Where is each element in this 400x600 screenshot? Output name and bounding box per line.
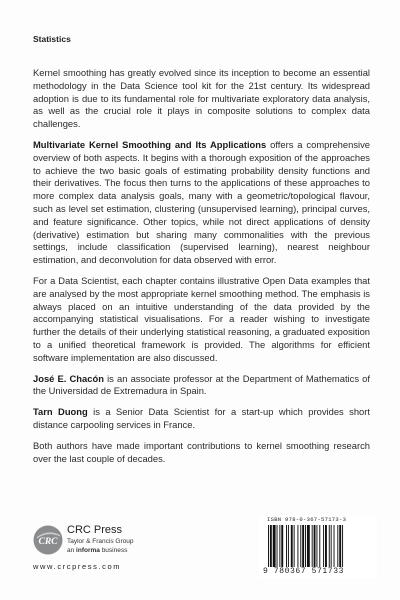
barcode-block [259,516,377,578]
book-title: Multivariate Kernel Smoothing and Its Applications [33,138,267,150]
author-bio-duong: is a Senior Data Scientist for a start-up which provides short distance carpooling services in France. [33,406,370,430]
publisher-url: www.crcpress.com [33,562,122,571]
crc-press-logo-icon [33,525,63,555]
paragraph-intro: Kernel smoothing has greatly evolved since its inception to become an essential methodology in the Data Science tool kit for the 21st century. Its widespread adoption is due to its fundamental role for multivariate exploratory data analysis, as well as the crucial role it plays in composite solutions to complex data challenges. [33,67,370,130]
barcode-digits: 9 780367 571733 [263,567,345,576]
author-name-chacon: José E. Chacón [33,372,104,384]
author-name-duong: Tarn Duong [33,406,88,418]
paragraph-contributions: Both authors have made important contributions to kernel smoothing research over the last couple of decades. [33,439,370,464]
publisher-business-line: an informa business [67,547,128,554]
blurb [33,67,370,473]
publisher-group: Taylor & Francis Group [67,538,134,545]
paragraph-author-chacon [33,373,370,399]
paragraph-author-duong [33,406,370,432]
publisher-footer [33,516,370,581]
barcode-bars [267,525,371,567]
overview-text: offers a comprehensive overview of both aspects. It begins with a thorough exposition of the approaches to achieve the two basic goals of estimating probability density functions and their derivatives. The focus then turns to the applications of these approaches to more complex data analysis goals, many with a geometric/topological flavour, such as level set estimation, clustering (unsupervised learning), principal curves, and feature significance. Other topics, while not direct applications of density (derivative) estimation but sharing many commonalities with the previous settings, include classification (supervised learning), nearest neighbour estimation, and deconvolution for data observed with error. [33,138,370,266]
paragraph-data-scientist: For a Data Scientist, each chapter contains illustrative Open Data examples that are analysed by the most appropriate kernel smoothing method. The emphasis is always placed on an intuitive understanding of the data provided by the accompanying statistical visualisations. For a reader wishing to investigate further the details of their underlying statistical reasoning, a graduated exposition to a unified theoretical framework is provided. The algorithms for efficient software implementation are also discussed. [33,274,370,363]
paragraph-overview [33,139,370,267]
crc-logo-text: CRC [38,537,58,547]
category-label: Statistics [33,34,71,44]
author-bio-chacon: is an associate professor at the Department of Mathematics of the Universidad de Extremadura in Spain. [33,372,370,397]
publisher-name: CRC Press [67,524,123,536]
isbn-text: ISBN 978-0-367-57173-3 [267,516,347,523]
